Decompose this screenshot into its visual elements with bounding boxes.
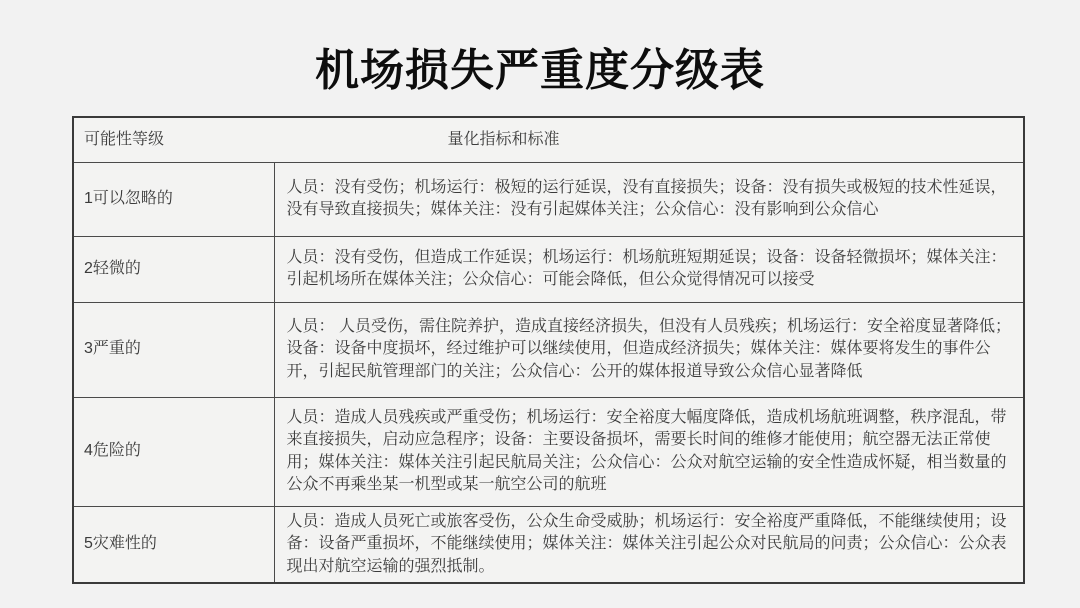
level-description: 人员：造成人员死亡或旅客受伤，公众生命受威胁；机场运行：安全裕度严重降低，不能继续使用；设备：设备严重损坏，不能继续使用；媒体关注：媒体关注引起公众对民航局的问责；公众信心：公众表现出对航空运输的强烈抵制。 [274,506,1024,583]
level-label: 2轻微的 [73,236,274,302]
table-row [73,506,1024,583]
level-description: 人员：造成人员残疾或严重受伤；机场运行：安全裕度大幅度降低，造成机场航班调整，秩序混乱，带来直接损失，启动应急程序；设备：主要设备损坏，需要长时间的维修才能使用；航空器无法正常使用；媒体关注：媒体关注引起民航局关注；公众信心：公众对航空运输的安全性造成怀疑，相当数量的公众不再乘坐某一机型或某一航空公司的航班 [274,397,1024,506]
table-row [73,162,1024,236]
table-header-row [73,117,1024,162]
header-quantitative-criteria: 量化指标和标准 [447,130,560,148]
table-row [73,236,1024,302]
level-label: 5灾难性的 [73,506,274,583]
table-header-cell [73,117,1024,162]
table-header-inner [84,118,1013,162]
level-label: 1可以忽略的 [73,162,274,236]
table-row [73,302,1024,397]
table-row [73,397,1024,506]
level-description: 人员： 人员受伤，需住院养护，造成直接经济损失，但没有人员残疾；机场运行：安全裕度显著降低；设备：设备中度损坏，经过维护可以继续使用，但造成经济损失；媒体关注：媒体要将发生的事件公开，引起民航管理部门的关注；公众信心：公开的媒体报道导致公众信心显著降低 [274,302,1024,397]
level-label: 4危险的 [73,397,274,506]
level-description: 人员：没有受伤；机场运行：极短的运行延误，没有直接损失；设备：没有损失或极短的技术性延误，没有导致直接损失；媒体关注：没有引起媒体关注；公众信心：没有影响到公众信心 [274,162,1024,236]
level-description: 人员：没有受伤，但造成工作延误；机场运行：机场航班短期延误；设备：设备轻微损坏；媒体关注：引起机场所在媒体关注；公众信心：可能会降低，但公众觉得情况可以接受 [274,236,1024,302]
level-label: 3严重的 [73,302,274,397]
severity-table [72,116,1025,584]
page-title: 机场损失严重度分级表 [315,46,765,95]
header-possibility-level: 可能性等级 [84,130,165,148]
